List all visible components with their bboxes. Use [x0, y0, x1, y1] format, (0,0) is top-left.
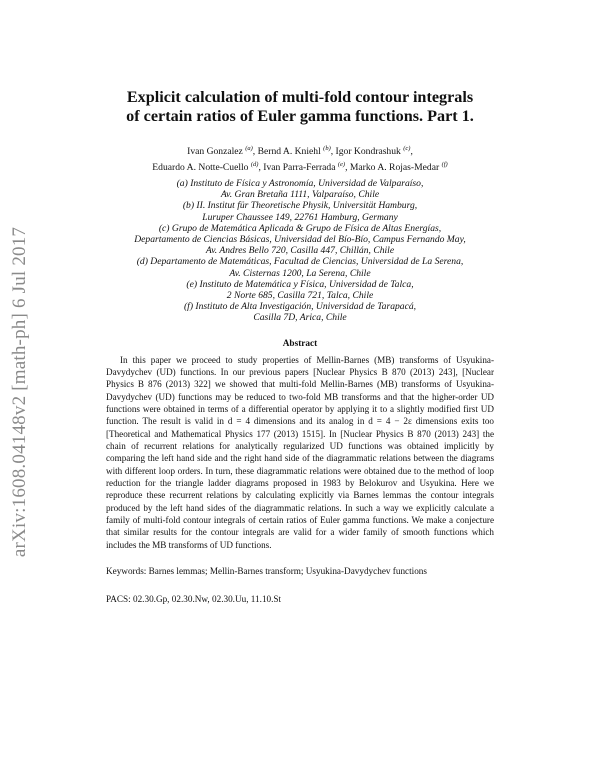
author: Eduardo A. Notte-Cuello: [152, 162, 249, 173]
affiliation-line: Av. Cisternas 1200, La Serena, Chile: [229, 267, 371, 279]
affil-mark: (a): [245, 144, 253, 152]
affiliations: [60, 178, 540, 324]
affiliation-line: (a) Instituto de Física y Astronomía, Universidad de Valparaíso,: [176, 178, 424, 189]
affiliation-line: 2 Norte 685, Casilla 721, Talca, Chile: [226, 290, 374, 302]
title-line-2: of certain ratios of Euler gamma functions. Part 1.: [126, 107, 474, 125]
pacs-codes: PACS: 02.30.Gp, 02.30.Nw, 02.30.Uu, 11.10.St: [106, 594, 282, 605]
affiliation-line: Av. Andres Bello 720, Casilla 447, Chillán, Chile: [205, 245, 395, 257]
abstract-heading: Abstract: [282, 338, 318, 349]
keywords: Keywords: Barnes lemmas; Mellin-Barnes transform; Usyukina-Davydychev functions: [106, 566, 427, 577]
affiliation-line: Luruper Chaussee 149, 22761 Hamburg, Germany: [202, 211, 398, 223]
author: Ivan Parra-Ferrada: [263, 162, 336, 173]
affiliation-line: Casilla 7D, Arica, Chile: [253, 312, 347, 324]
affil-mark: (f): [441, 160, 448, 168]
affiliation-line: (c) Grupo de Matemática Aplicada & Grupo de Física de Altas Energías,: [158, 222, 442, 234]
affil-mark: (d): [250, 160, 259, 168]
affiliation-line: (e) Instituto de Matemática y Física, Universidad de Talca,: [186, 278, 414, 290]
affiliation-line: (d) Departamento de Matemáticas, Facultad de Ciencias, Universidad de La Serena,: [136, 256, 464, 268]
affiliation-line: (f) Instituto de Alta Investigación, Universidad de Tarapacá,: [183, 301, 417, 313]
arxiv-stamp: arXiv:1608.04148v2 [math-ph] 6 Jul 2017: [9, 226, 30, 558]
author: Igor Kondrashuk: [335, 146, 401, 157]
affiliation-line: Departamento de Ciencias Básicas, Universidad del Bío-Bío, Campus Fernando May,: [134, 234, 466, 246]
author: Bernd A. Kniehl: [257, 146, 321, 157]
affiliation-line: Av. Gran Bretaña 1111, Valparaíso, Chile: [220, 189, 380, 201]
author: Marko A. Rojas-Medar: [349, 162, 440, 173]
affiliation-line: (b) II. Institut für Theoretische Physik, Universität Hamburg,: [182, 200, 418, 212]
title-line-1: Explicit calculation of multi-fold contour integrals: [126, 88, 474, 106]
paper-title: [60, 88, 540, 126]
affil-mark: (e): [337, 160, 346, 168]
author: Ivan Gonzalez: [187, 146, 243, 157]
affil-mark: (c): [403, 144, 411, 152]
abstract-text: In this paper we proceed to study properties of Mellin-Barnes (MB) transforms of Usyukina-Davydychev (UD) functions. In our previous papers [Nuclear Physics B 870 (2013) 243], [Nuclear Physics B 876 (2013) 322] we showed that multi-fold Mellin-Barnes (MB) transforms of Usyukina-Davydychev (UD) functions may be reduced to two-fold MB transforms and that the higher-order UD functions were obtained in terms of a differential operator by applying it to a slightly modified first UD function. The result is valid in d = 4 dimensions and its analog in d = 4 − 2ε dimensions exits too [Theoretical and Mathematical Physics 177 (2013) 1515]. In [Nuclear Physics B 870 (2013) 243] the chain of recurrent relations for analytically regularized UD functions was obtained implicitly by comparing the left hand side and the right hand side of the diagrammatic relations between the diagrams with different loop orders. In turn, these diagrammatic relations were obtained due to the method of loop reduction for the triangle ladder diagrams proposed in 1983 by Belokurov and Usyukina. Here we reproduce these recurrent relations by calculating explicitly via Barnes lemmas the contour integrals produced by the left hand sides of the diagrammatic relations. In such a way we explicitly calculate a family of multi-fold contour integrals of certain ratios of Euler gamma functions. We make a conjecture that similar results for the contour integrals are valid for a wider family of smooth functions which includes the MB transforms of UD functions.: [106, 354, 494, 550]
paper-front-matter: [60, 0, 540, 605]
affil-mark: (b): [323, 144, 331, 152]
author-list: Ivan Gonzalez $^{(a)}$, Bernd A. Kniehl $^{(b)}$, Igor Kondrashuk $^{(c)}$, Eduardo A. Notte-Cuello $^{(d)}$, Ivan Parra-Ferrada $^{(e)}$, Marko A. Rojas-Medar $^{(f)}$: [152, 144, 448, 173]
